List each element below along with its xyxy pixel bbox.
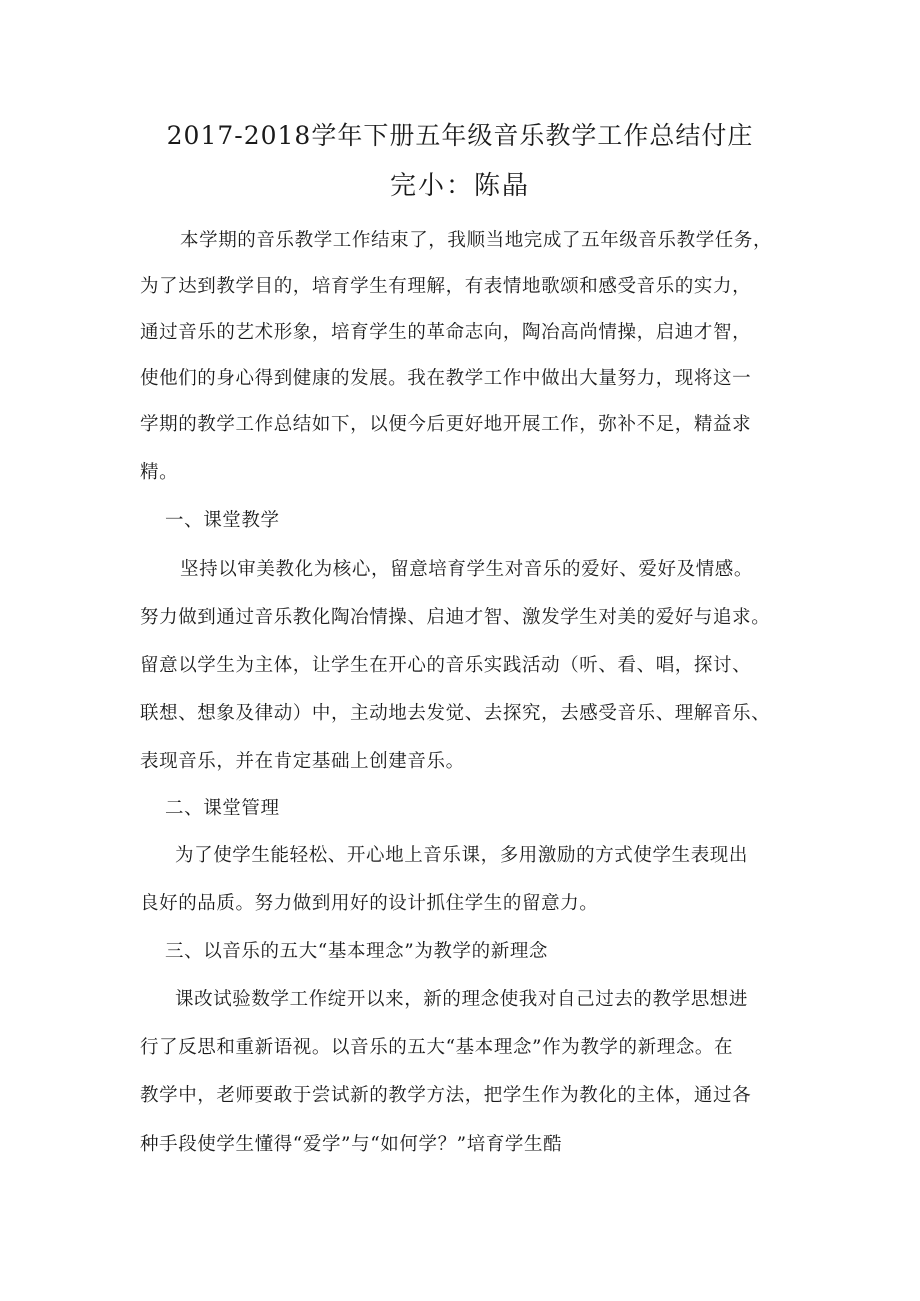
paragraph-line: 本学期的音乐教学工作结束了，我顺当地完成了五年级音乐教学任务， [180, 230, 773, 251]
paragraph-line: 坚持以审美教化为核心，留意培育学生对音乐的爱好、爱好及情感。 [180, 559, 754, 580]
paragraph-line: 使他们的身心得到健康的发展。我在教学工作中做出大量努力，现将这一 [140, 368, 752, 389]
paragraph-line: 为了使学生能轻松、开心地上音乐课，多用激励的方式使学生表现出 [175, 845, 749, 866]
paragraph-line: 通过音乐的艺术形象，培育学生的革命志向，陶冶高尚情操，启迪才智， [140, 322, 752, 343]
section-heading: 一、课堂教学 [165, 510, 280, 531]
paragraph-line: 精。 [140, 462, 179, 483]
paragraph-line: 教学中，老师要敢于尝试新的教学方法，把学生作为教化的主体，通过各 [140, 1085, 752, 1106]
paragraph-line: 联想、想象及律动）中，主动地去发觉、去探究，去感受音乐、理解音乐、 [140, 703, 771, 724]
paragraph-line: 为了达到教学目的，培育学生有理解，有表情地歌颂和感受音乐的实力， [140, 276, 752, 297]
document-subtitle: 完小：陈晶 [389, 171, 530, 201]
paragraph-line: 课改试验数学工作绽开以来，新的理念使我对自己过去的教学思想进 [175, 989, 749, 1010]
paragraph-line: 行了反思和重新语视。以音乐的五大“基本理念”作为教学的新理念。在 [140, 1037, 734, 1058]
section-heading: 三、以音乐的五大“基本理念”为教学的新理念 [165, 941, 549, 962]
paragraph-line: 学期的教学工作总结如下，以便今后更好地开展工作，弥补不足，精益求 [140, 414, 752, 435]
document-title: 2017-2018学年下册五年级音乐教学工作总结付庄 [166, 121, 754, 150]
paragraph-line: 留意以学生为主体，让学生在开心的音乐实践活动（听、看、唱，探讨、 [140, 655, 752, 676]
paragraph-line: 种手段使学生懂得“爱学”与“如何学？”培育学生酷 [140, 1134, 563, 1155]
paragraph-line: 表现音乐，并在肯定基础上创建音乐。 [140, 751, 465, 772]
section-heading: 二、课堂管理 [165, 798, 280, 819]
paragraph-line: 良好的品质。努力做到用好的设计抓住学生的留意力。 [140, 893, 599, 914]
paragraph-line: 努力做到通过音乐教化陶冶情操、启迪才智、激发学生对美的爱好与追求。 [140, 607, 771, 628]
